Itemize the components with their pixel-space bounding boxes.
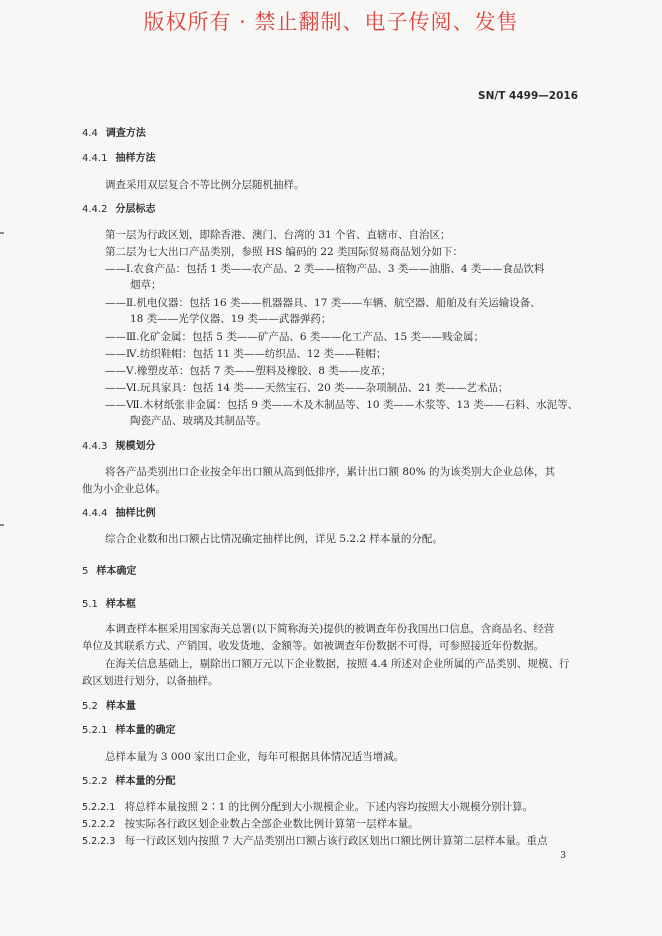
text-line: 政区划进行划分，以备抽样。 (82, 675, 219, 687)
heading-5-1: 5.1 样本框 (82, 599, 136, 610)
list-item-category-7: ——Ⅶ.木材纸张非金属：包括 9 类——木及木制品等、10 类——木浆等、13 类——石料、水泥等、 (105, 399, 579, 411)
list-item-category-3: ——Ⅲ.化矿金属：包括 5 类——矿产品、6 类——化工产品、15 类——贱金属； (105, 331, 485, 343)
text-line: 第二层为七大出口产品类别，参照 HS 编码的 22 类国际贸易商品划分如下： (105, 246, 464, 258)
list-item-category-4: ——Ⅳ.纺织鞋帽：包括 11 类——纺织品、12 类——鞋帽； (105, 348, 387, 360)
list-item-category-2: ——Ⅱ.机电仪器：包括 16 类——机器器具、17 类——车辆、航空器、船舶及有关运输设备、 (105, 297, 541, 309)
list-item-category-1: ——Ⅰ.农食产品：包括 1 类——农产品、2 类——植物产品、3 类——油脂、4 类——食品饮料 (105, 263, 545, 275)
list-item-continuation: 烟草； (130, 279, 162, 291)
heading-4-4: 4.4 调查方法 (82, 128, 146, 139)
paragraph-4-4-4: 综合企业数和出口额占比情况确定抽样比例，详见 5.2.2 样本量的分配。 (105, 533, 443, 545)
copyright-banner: 版权所有 · 禁止翻制、电子传阅、发售 (143, 10, 519, 34)
scan-edge-mark (0, 524, 4, 526)
clause-5-2-2-2: 5.2.2.2 按实际各行政区划企业数占全部企业数比例计算第一层样本量。 (82, 818, 419, 830)
clause-5-2-2-1: 5.2.2.1 将总样本量按照 2∶1 的比例分配到大小规模企业。下述内容均按照大小规模分别计算。 (82, 801, 534, 813)
list-item-category-6: ——Ⅵ.玩具家具：包括 14 类——天然宝石、20 类——杂项制品、21 类——艺术品； (105, 382, 509, 394)
scan-edge-mark (0, 232, 4, 234)
list-item-category-5: ——Ⅴ.橡塑皮革：包括 7 类——塑料及橡胶、8 类——皮革； (105, 365, 392, 377)
text-line: 本调查样本框采用国家海关总署(以下简称海关)提供的被调查年份我国出口信息，含商品名、经营 (105, 623, 555, 635)
text-line: 他为小企业总体。 (82, 483, 166, 495)
text-line: 将各产品类别出口企业按全年出口额从高到低排序，累计出口额 80% 的为该类别大企业总体，其 (105, 466, 556, 478)
heading-4-4-4: 4.4.4 抽样比例 (82, 508, 156, 519)
paragraph-4-4-1: 调查采用双层复合不等比例分层随机抽样。 (105, 179, 305, 191)
heading-4-4-1: 4.4.1 抽样方法 (82, 153, 156, 164)
page-number: 3 (560, 851, 566, 861)
text-line: 单位及其联系方式、产销国、收发货地、金额等。如被调查年份数据不可得，可参照接近年份数据。 (82, 640, 544, 652)
text-line: 在海关信息基础上，剔除出口额万元以下企业数据，按照 4.4 所述对企业所属的产品类别、规模、行 (105, 658, 570, 670)
heading-5: 5 样本确定 (82, 566, 137, 577)
list-item-continuation: 18 类——光学仪器、19 类——武器弹药； (130, 313, 332, 325)
standard-number: SN/T 4499—2016 (478, 90, 578, 102)
heading-5-2-1: 5.2.1 样本量的确定 (82, 725, 176, 736)
heading-5-2: 5.2 样本量 (82, 701, 136, 712)
list-item-continuation: 陶瓷产品、玻璃及其制品等。 (130, 415, 267, 427)
heading-4-4-3: 4.4.3 规模划分 (82, 441, 156, 452)
heading-4-4-2: 4.4.2 分层标志 (82, 204, 156, 215)
paragraph-5-2-1: 总样本量为 3 000 家出口企业，每年可根据具体情况适当增减。 (105, 751, 405, 763)
heading-5-2-2: 5.2.2 样本量的分配 (82, 776, 176, 787)
clause-5-2-2-3: 5.2.2.3 每一行政区划内按照 7 大产品类别出口额占该行政区划出口额比例计算第二层样本量。重点 (82, 835, 548, 847)
text-line: 第一层为行政区划，即除香港、澳门、台湾的 31 个省、直辖市、自治区； (105, 229, 451, 241)
